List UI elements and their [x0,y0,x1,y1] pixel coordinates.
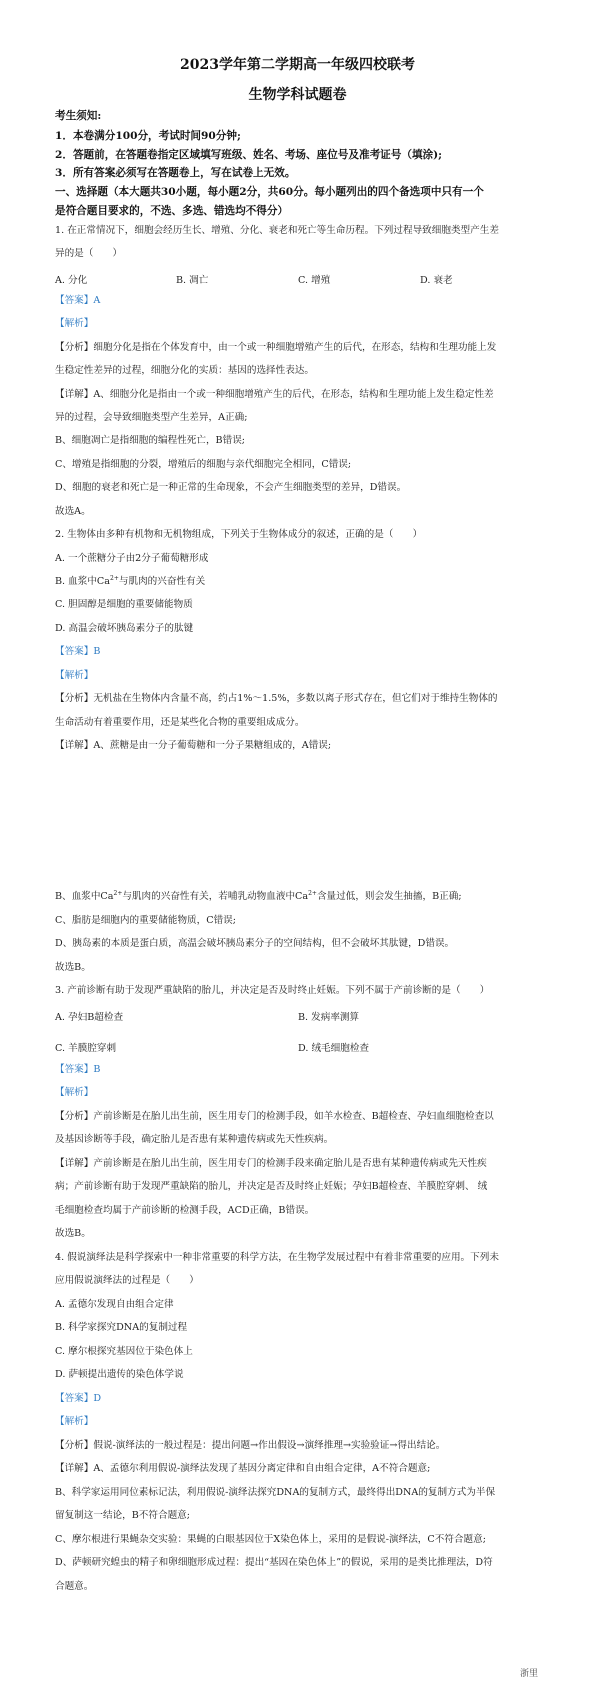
exam-subtitle: 生物学科试题卷 [248,87,347,103]
q4-option-b: B. 科学家探究DNA的复制过程 [55,1322,188,1333]
q3-stem: 3. 产前诊断有助于发现严重缺陷的胎儿，并决定是否及时终止妊娠。下列不属于产前诊断的是（ ） [55,985,490,996]
q1-detail-c: C、增殖是指细胞的分裂，增殖后的细胞与亲代细胞完全相同，C错误; [55,459,352,470]
q2-detail-d: D、胰岛素的本质是蛋白质，高温会破坏胰岛素分子的空间结构，但不会破坏其肽键，D错误。 [55,938,455,949]
q1-option-c: C. 增殖 [298,275,331,286]
q4-analysis: 【分析】假说-演绎法的一般过程是：提出问题→作出假设→演绎推理→实验验证→得出结论。 [55,1440,446,1451]
q1-option-d: D. 衰老 [420,275,453,286]
q3-answer: 【答案】B [55,1064,101,1075]
q3-option-b: B. 发病率测算 [298,1012,360,1023]
q2-option-d: D. 高温会破坏胰岛素分子的肽键 [55,623,194,634]
q2-option-b-text: B. 血浆中Ca [55,576,110,587]
q1-detail-d: D、细胞的衰老和死亡是一种正常的生命现象，不会产生细胞类型的差异，D错误。 [55,482,407,493]
q3-analysis-line-2: 及基因诊断等手段，确定胎儿是否患有某种遗传病或先天性疾病。 [55,1134,334,1145]
q2-option-a: A. 一个蔗糖分子由2分子葡萄糖形成 [55,553,209,564]
superscript: 2+ [113,889,123,897]
q1-analysis-line-2: 生稳定性差异的过程，细胞分化的实质：基因的选择性表达。 [55,365,315,376]
q2-analysis-line-2: 生命活动有着重要作用，还是某些化合物的重要组成成分。 [55,717,305,728]
q3-detail-line-2: 病；产前诊断有助于发现严重缺陷的胎儿，并决定是否及时终止妊娠；孕妇B超检查、羊膜腔穿刺、 绒 [55,1181,488,1192]
q1-analysis-line-1: 【分析】细胞分化是指在个体发育中，由一个或一种细胞增殖产生的后代，在形态，结构和生理功能上发 [55,342,497,353]
q4-detail-d-line-2: 合题意。 [55,1581,94,1592]
q1-jiexi: 【解析】 [55,318,94,329]
q2-conclusion: 故选B。 [55,962,91,973]
q4-detail-b-line-2: 留复制这一结论，B不符合题意; [55,1510,191,1521]
q4-option-a: A. 孟德尔发现自由组合定律 [55,1299,174,1310]
q2-option-b-text-2: 与肌肉的兴奋性有关 [118,576,206,587]
q1-option-a: A. 分化 [55,275,88,286]
q4-detail-a: 【详解】A、孟德尔利用假说-演绎法发现了基因分离定律和自由组合定律，A不符合题意; [55,1463,431,1474]
q2-detail-b-text-3: 含量过低，则会发生抽搐，B正确; [316,891,462,902]
q2-detail-b-text-2: 与肌肉的兴奋性有关，若哺乳动物血液中Ca [122,891,309,902]
q4-answer: 【答案】D [55,1393,102,1404]
notice-item-1: 1．本卷满分100分，考试时间90分钟; [55,130,241,142]
section-heading-line-2: 是符合题目要求的，不选、多选、错选均不得分） [55,205,289,217]
section-heading-line-1: 一、选择题（本大题共30小题，每小题2分，共60分。每小题列出的四个备选项中只有一个 [55,186,484,198]
q1-conclusion: 故选A。 [55,506,91,517]
q2-option-c: C. 胆固醇是细胞的重要储能物质 [55,599,193,610]
q4-detail-d-line-1: D、萨顿研究蝗虫的精子和卵细胞形成过程：提出“基因在染色体上”的假说，采用的是类比推理法，D符 [55,1557,493,1568]
q2-detail-c: C、脂肪是细胞内的重要储能物质，C错误; [55,915,237,926]
q1-answer: 【答案】A [55,295,101,306]
q4-stem-line-2: 应用假说演绎法的过程是（ ） [55,1275,199,1286]
q3-jiexi: 【解析】 [55,1087,94,1098]
notice-item-2: 2．答题前，在答题卷指定区域填写班级、姓名、考场、座位号及准考证号（填涂); [55,149,443,161]
page-footer: 浙里 [520,1669,539,1679]
q4-detail-b-line-1: B、科学家运用同位素标记法，利用假说-演绎法探究DNA的复制方式，最终得出DNA的复制方式为半保 [55,1487,496,1498]
q2-answer: 【答案】B [55,646,101,657]
q3-detail-line-3: 毛细胞检查均属于产前诊断的检测手段，ACD正确，B错误。 [55,1205,315,1216]
q3-conclusion: 故选B。 [55,1228,91,1239]
q1-stem-line-1: 1. 在正常情况下，细胞会经历生长、增殖、分化、衰老和死亡等生命历程。下列过程导致细胞类型产生差 [55,225,499,236]
exam-title: 2023学年第二学期高一年级四校联考 [180,57,415,73]
q1-detail-b: B、细胞凋亡是指细胞的编程性死亡，B错误; [55,435,246,446]
superscript: 2+ [110,574,119,582]
q2-stem: 2. 生物体由多种有机物和无机物组成，下列关于生物体成分的叙述，正确的是（ ） [55,529,423,540]
superscript: 2+ [308,889,317,897]
q2-detail-b-text: B、血浆中Ca [55,891,114,902]
q4-jiexi: 【解析】 [55,1416,94,1427]
q3-option-a: A. 孕妇B超检查 [55,1012,124,1023]
q3-option-c: C. 羊膜腔穿刺 [55,1043,117,1054]
q2-analysis-line-1: 【分析】无机盐在生物体内含量不高，约占1%～1.5%，多数以离子形式存在，但它们对于维持生物体的 [55,693,498,704]
q1-detail-line-2: 异的过程，会导致细胞类型产生差异，A正确; [55,412,248,423]
q2-jiexi: 【解析】 [55,670,94,681]
q4-option-c: C. 摩尔根探究基因位于染色体上 [55,1346,193,1357]
q2-detail-a: 【详解】A、蔗糖是由一分子葡萄糖和一分子果糖组成的，A错误; [55,740,332,751]
notice-item-3: 3．所有答案必须写在答题卷上，写在试卷上无效。 [55,167,296,179]
q4-detail-c: C、摩尔根进行果蝇杂交实验：果蝇的白眼基因位于X染色体上，采用的是假说-演绎法，C不符合题意; [55,1534,486,1545]
q3-analysis-line-1: 【分析】产前诊断是在胎儿出生前，医生用专门的检测手段，如羊水检查、B超检查、孕妇血细胞检查以 [55,1111,494,1122]
q1-detail-line-1: 【详解】A、细胞分化是指由一个或一种细胞增殖产生的后代，在形态，结构和生理功能上发生稳定性差 [55,389,494,400]
q3-detail-line-1: 【详解】产前诊断是在胎儿出生前，医生用专门的检测手段来确定胎儿是否患有某种遗传病或先天性疾 [55,1158,487,1169]
q4-stem-line-1: 4. 假说演绎法是科学探索中一种非常重要的科学方法，在生物学发展过程中有着非常重要的应用。下列未 [55,1252,499,1263]
q1-stem-line-2: 异的是（ ） [55,248,123,259]
q4-option-d: D. 萨顿提出遗传的染色体学说 [55,1369,184,1380]
q1-option-b: B. 凋亡 [176,275,209,286]
q2-option-b [55,576,555,588]
q3-option-d: D. 绒毛细胞检查 [298,1043,370,1054]
notice-heading: 考生须知: [55,110,102,122]
q2-detail-b [55,891,555,903]
